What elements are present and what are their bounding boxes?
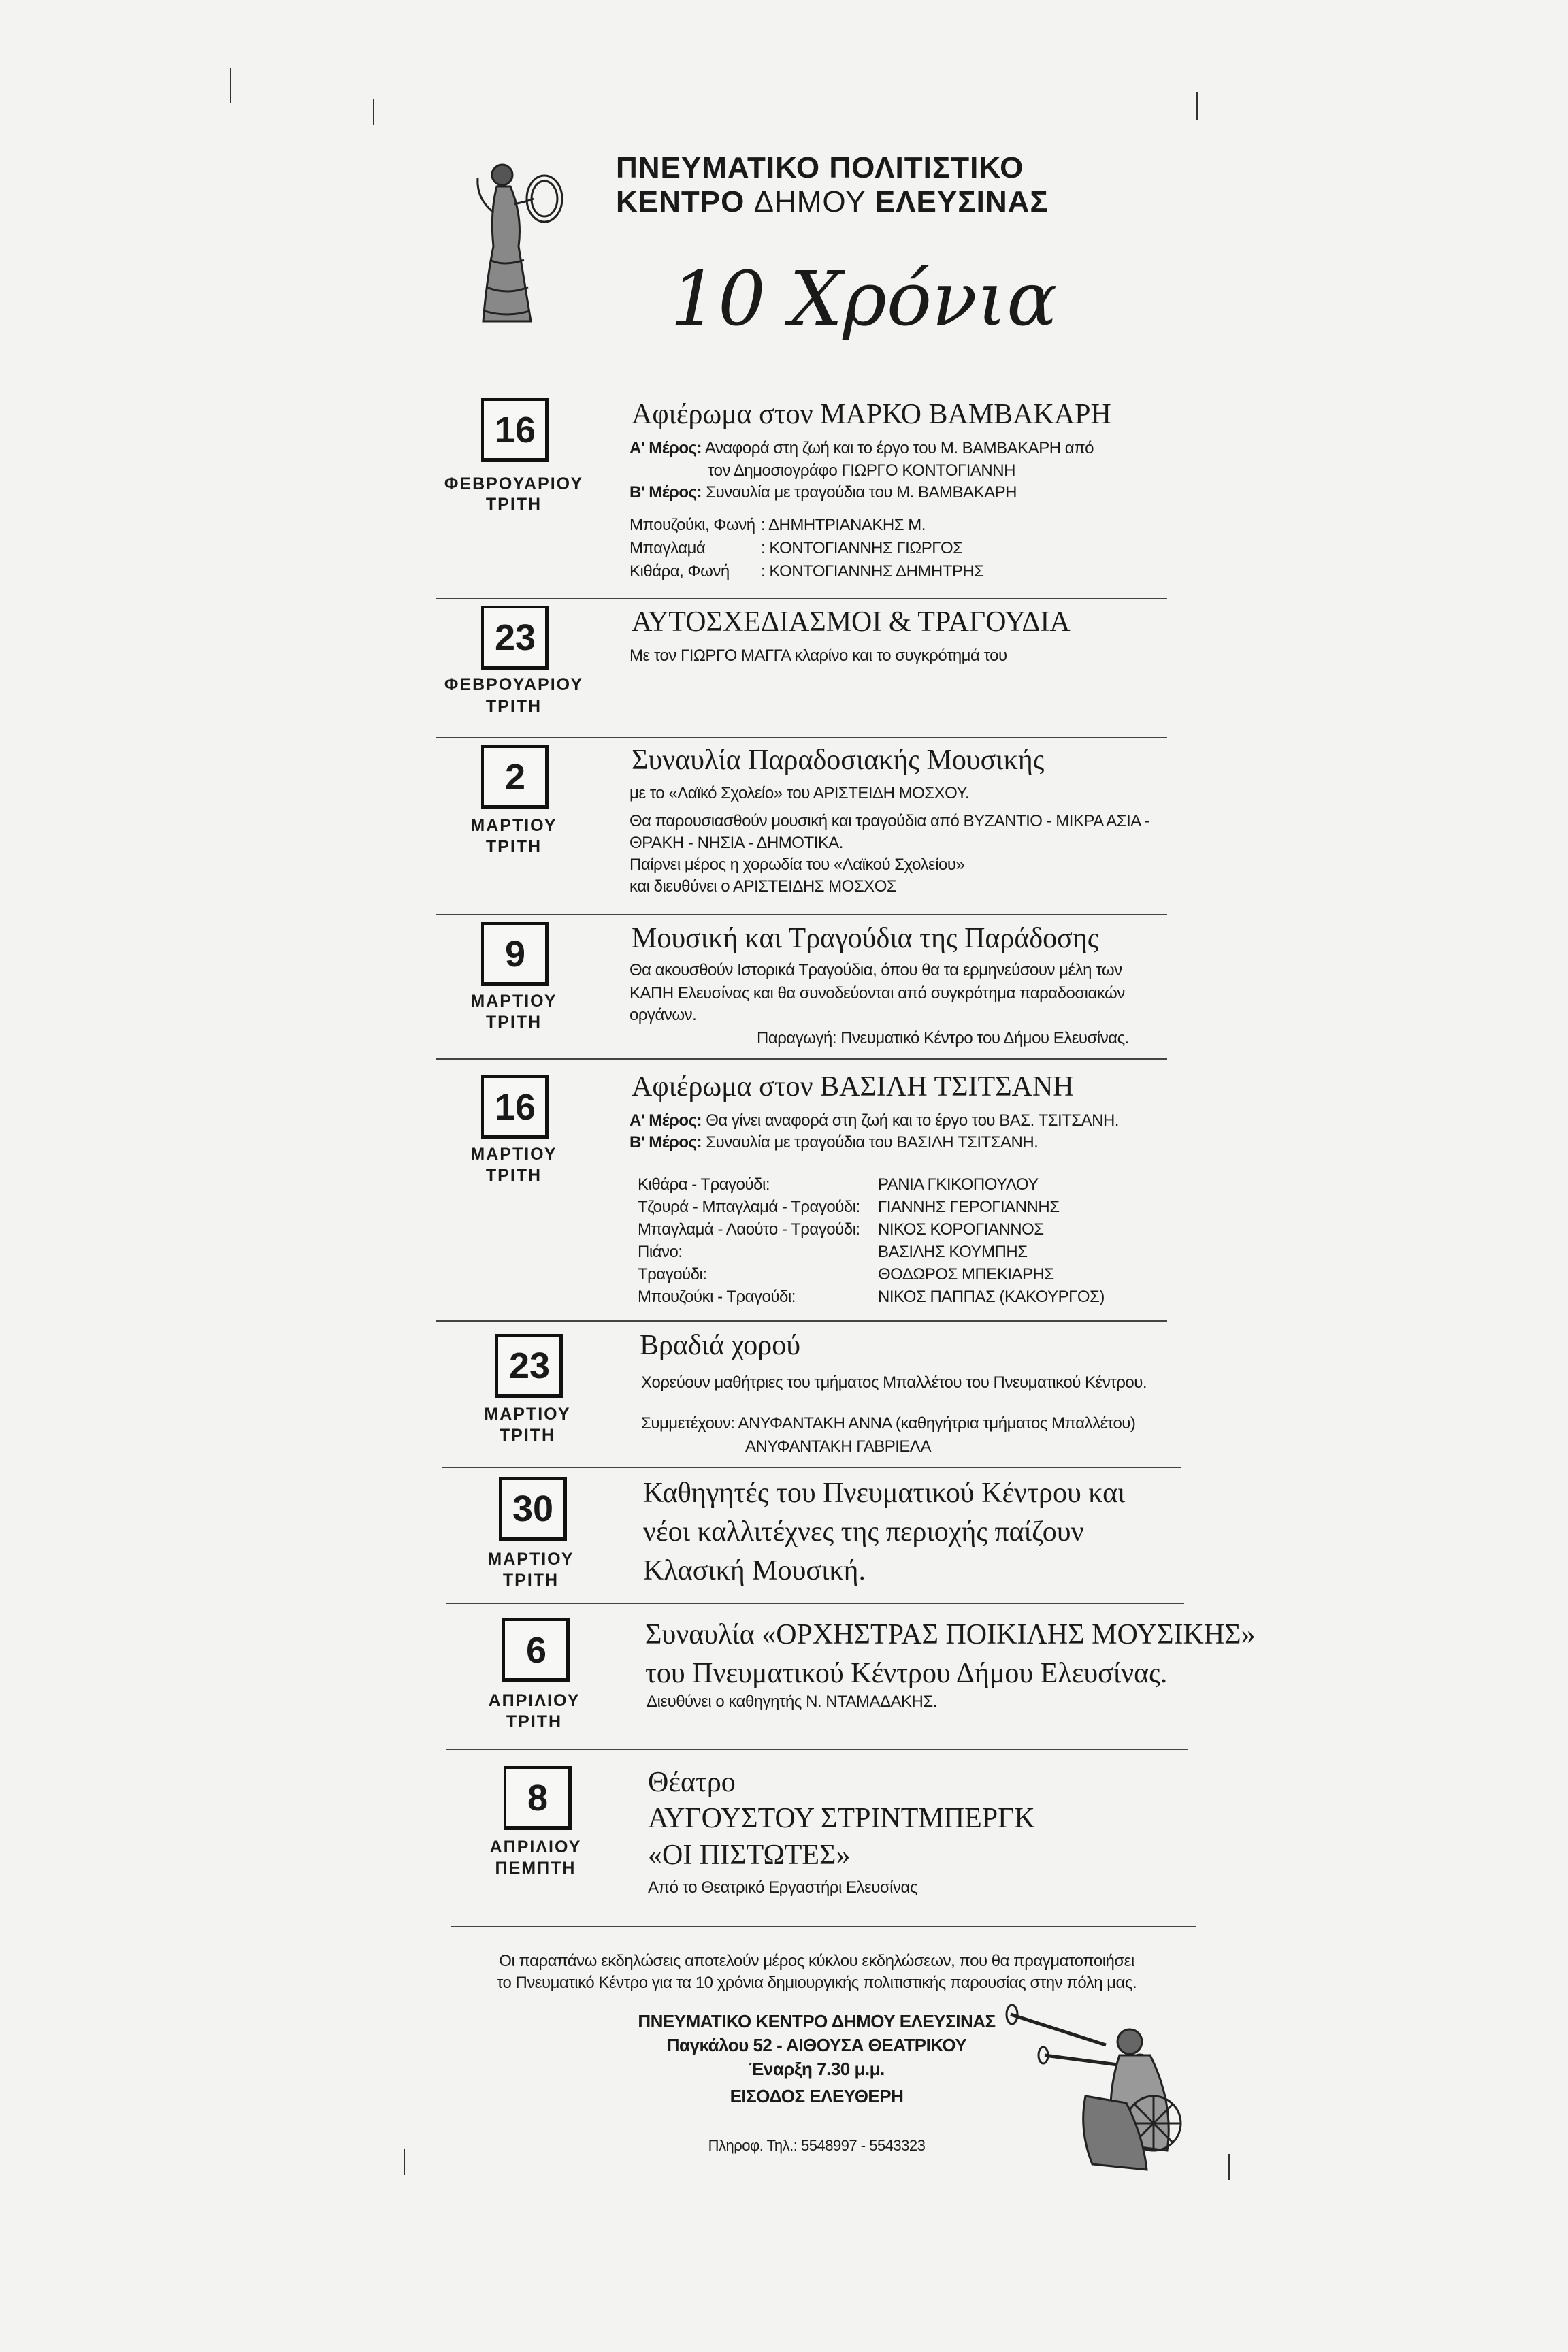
performer-name: : ΔΗΜΗΤΡΙΑΝΑΚΗΣ Μ. bbox=[761, 516, 926, 534]
event-month: ΜΑΡΤΙΟΥ bbox=[470, 992, 557, 1011]
event-detail: οργάνων. bbox=[630, 1006, 697, 1024]
date-box: 2 bbox=[481, 745, 549, 809]
event-weekday: ΤΡΙΤΗ bbox=[485, 837, 542, 856]
venue-name: ΠΝΕΥΜΑΤΙΚΟ ΚΕΝΤΡΟ ΔΗΜΟΥ ΕΛΕΥΣΙΝΑΣ bbox=[638, 2011, 996, 2031]
divider bbox=[436, 914, 1167, 915]
event-weekday: ΤΡΙΤΗ bbox=[485, 697, 542, 716]
event-month: ΑΠΡΙΛΙΟΥ bbox=[489, 1838, 582, 1857]
event-month: ΜΑΡΤΙΟΥ bbox=[470, 816, 557, 835]
footer-note: το Πνευματικό Κέντρο για τα 10 χρόνια δημιουργικής πολιτιστικής παρουσίας στην πόλη μας. bbox=[496, 1974, 1137, 1992]
event-detail: Β' Μέρος: Συναυλία με τραγούδια του Μ. ΒΑΜΒΑΚΑΡΗ bbox=[630, 483, 1017, 502]
performer-role: Μπαγλαμά - Λαούτο - Τραγούδι: bbox=[638, 1220, 860, 1239]
event-detail: Β' Μέρος: Συναυλία με τραγούδια του ΒΑΣΙΛΗ ΤΣΙΤΣΑΝΗ. bbox=[630, 1133, 1039, 1152]
performer-role: Κιθάρα - Τραγούδι: bbox=[638, 1175, 770, 1194]
register-mark bbox=[373, 99, 374, 125]
venue-address: Παγκάλου 52 - ΑΙΘΟΥΣΑ ΘΕΑΤΡΙΚΟΥ bbox=[666, 2035, 967, 2055]
event-month: ΦΕΒΡΟΥΑΡΙΟΥ bbox=[444, 474, 584, 493]
event-weekday: ΤΡΙΤΗ bbox=[485, 1013, 542, 1032]
event-title: Αφιέρωμα στον ΒΑΣΙΛΗ ΤΣΙΤΣΑΝΗ bbox=[632, 1071, 1074, 1102]
divider bbox=[451, 1926, 1196, 1927]
event-detail: Με τον ΓΙΩΡΓΟ ΜΑΓΓΑ κλαρίνο και το συγκρότημά του bbox=[630, 647, 1007, 665]
anniversary-heading: 10 Χρόνια bbox=[670, 255, 1058, 342]
event-detail: Θα παρουσιασθούν μουσική και τραγούδια από ΒΥΖΑΝΤΙΟ - ΜΙΚΡΑ ΑΣΙΑ - bbox=[630, 812, 1150, 830]
event-title: Καθηγητές του Πνευματικού Κέντρου και bbox=[643, 1477, 1126, 1509]
performer-name: ΒΑΣΙΛΗΣ ΚΟΥΜΠΗΣ bbox=[878, 1243, 1028, 1261]
dancer-emblem bbox=[463, 151, 572, 328]
trumpeters-emblem bbox=[1004, 1994, 1208, 2178]
event-month: ΦΕΒΡΟΥΑΡΙΟΥ bbox=[444, 675, 584, 694]
performer-name: ΓΙΑΝΝΗΣ ΓΕΡΟΓΙΑΝΝΗΣ bbox=[878, 1198, 1060, 1216]
title-line-1: ΠΝΕΥΜΑΤΙΚΟ ΠΟΛΙΤΙΣΤΙΚΟ bbox=[616, 151, 1024, 184]
event-title: Αφιέρωμα στον ΜΑΡΚΟ ΒΑΜΒΑΚΑΡΗ bbox=[632, 399, 1111, 430]
event-detail: τον Δημοσιογράφο ΓΙΩΡΓΟ ΚΟΝΤΟΓΙΑΝΝΗ bbox=[708, 461, 1015, 480]
date-box: 16 bbox=[481, 1075, 549, 1139]
date-box: 9 bbox=[481, 922, 549, 986]
event-title: Συναυλία Παραδοσιακής Μουσικής bbox=[632, 745, 1045, 776]
event-title: Κλασική Μουσική. bbox=[643, 1555, 866, 1586]
register-mark bbox=[230, 68, 231, 103]
footer-note: Οι παραπάνω εκδηλώσεις αποτελούν μέρος κύκλου εκδηλώσεων, που θα πραγματοποιήσει bbox=[499, 1952, 1134, 1970]
performer-role: Τραγούδι: bbox=[638, 1265, 707, 1284]
divider bbox=[442, 1467, 1181, 1468]
divider bbox=[436, 1320, 1167, 1322]
event-weekday: ΤΡΙΤΗ bbox=[485, 495, 542, 514]
event-weekday: ΤΡΙΤΗ bbox=[485, 1166, 542, 1185]
performer-role: Τζουρά - Μπαγλαμά - Τραγούδι: bbox=[638, 1198, 860, 1216]
register-mark bbox=[404, 2149, 405, 2175]
performer-name: ΡΑΝΙΑ ΓΚΙΚΟΠΟΥΛΟΥ bbox=[878, 1175, 1039, 1194]
divider bbox=[436, 737, 1167, 738]
event-weekday: ΤΡΙΤΗ bbox=[506, 1712, 563, 1731]
divider bbox=[436, 598, 1167, 599]
participants: Συμμετέχουν: ΑΝΥΦΑΝΤΑΚΗ ΑΝΝΑ (καθηγήτρια τμήματος Μπαλλέτου) bbox=[641, 1414, 1136, 1433]
performer-name: ΝΙΚΟΣ ΚΟΡΟΓΙΑΝΝΟΣ bbox=[878, 1220, 1044, 1239]
event-detail: με το «Λαϊκό Σχολείο» του ΑΡΙΣΤΕΙΔΗ ΜΟΣΧΟΥ. bbox=[630, 784, 970, 802]
performer-role: Μπουζούκι - Τραγούδι: bbox=[638, 1288, 796, 1306]
event-title: Μουσική και Τραγούδια της Παράδοσης bbox=[632, 923, 1099, 954]
performer-name: ΘΟΔΩΡΟΣ ΜΠΕΚΙΑΡΗΣ bbox=[878, 1265, 1054, 1284]
start-time: Έναρξη 7.30 μ.μ. bbox=[749, 2059, 885, 2079]
event-weekday: ΠΕΜΠΤΗ bbox=[495, 1859, 576, 1878]
event-detail: Διευθύνει ο καθηγητής Ν. ΝΤΑΜΑΔΑΚΗΣ. bbox=[647, 1693, 937, 1711]
title-line-2: ΚΕΝΤΡΟ ΔΗΜΟΥ ΕΛΕΥΣΙΝΑΣ bbox=[616, 185, 1049, 218]
event-month: ΜΑΡΤΙΟΥ bbox=[484, 1405, 571, 1424]
event-detail: ΚΑΠΗ Ελευσίνας και θα συνοδεύονται από συγκρότημα παραδοσιακών bbox=[630, 984, 1125, 1002]
event-month: ΜΑΡΤΙΟΥ bbox=[470, 1145, 557, 1164]
divider bbox=[446, 1749, 1188, 1750]
event-detail: Χορεύουν μαθήτριες του τμήματος Μπαλλέτου του Πνευματικού Κέντρου. bbox=[641, 1373, 1147, 1392]
date-box: 23 bbox=[481, 606, 549, 670]
performer-role: Πιάνο: bbox=[638, 1243, 683, 1261]
performer-name: : ΚΟΝΤΟΓΙΑΝΝΗΣ ΓΙΩΡΓΟΣ bbox=[761, 539, 963, 557]
divider bbox=[446, 1603, 1184, 1604]
event-weekday: ΤΡΙΤΗ bbox=[499, 1426, 556, 1445]
event-month: ΜΑΡΤΙΟΥ bbox=[487, 1550, 574, 1569]
register-mark bbox=[1228, 2154, 1230, 2180]
performer-role: Μπαγλαμά bbox=[630, 539, 706, 557]
event-title: «ΟΙ ΠΙΣΤΩΤΕΣ» bbox=[648, 1840, 851, 1871]
event-title: ΑΥΓΟΥΣΤΟΥ ΣΤΡΙΝΤΜΠΕΡΓΚ bbox=[648, 1803, 1035, 1834]
date-box: 30 bbox=[499, 1477, 567, 1541]
event-detail: Α' Μέρος: Θα γίνει αναφορά στη ζωή και το έργο του ΒΑΣ. ΤΣΙΤΣΑΝΗ. bbox=[630, 1111, 1119, 1130]
event-title: ΑΥΤΟΣΧΕΔΙΑΣΜΟΙ & ΤΡΑΓΟΥΔΙΑ bbox=[632, 606, 1071, 638]
performer-role: Κιθάρα, Φωνή bbox=[630, 562, 730, 581]
event-title: Θέατρο bbox=[648, 1767, 736, 1798]
date-box: 6 bbox=[502, 1618, 570, 1682]
performer-name: ΝΙΚΟΣ ΠΑΠΠΑΣ (ΚΑΚΟΥΡΓΟΣ) bbox=[878, 1288, 1105, 1306]
event-detail: Θα ακουσθούν Ιστορικά Τραγούδια, όπου θα τα ερμηνεύσουν μέλη των bbox=[630, 961, 1122, 979]
event-detail: Παίρνει μέρος η χορωδία του «Λαϊκού Σχολείου» bbox=[630, 855, 965, 874]
event-title: του Πνευματικού Κέντρου Δήμου Ελευσίνας. bbox=[645, 1658, 1168, 1689]
event-detail: ΘΡΑΚΗ - ΝΗΣΙΑ - ΔΗΜΟΤΙΚΑ. bbox=[630, 834, 843, 852]
register-mark bbox=[1196, 92, 1198, 120]
event-title: Συναυλία «ΟΡΧΗΣΤΡΑΣ ΠΟΙΚΙΛΗΣ ΜΟΥΣΙΚΗΣ» bbox=[645, 1619, 1256, 1650]
performer-name: : ΚΟΝΤΟΓΙΑΝΝΗΣ ΔΗΜΗΤΡΗΣ bbox=[761, 562, 984, 581]
event-detail: και διευθύνει ο ΑΡΙΣΤΕΙΔΗΣ ΜΟΣΧΟΣ bbox=[630, 877, 897, 896]
free-entry: ΕΙΣΟΔΟΣ ΕΛΕΥΘΕΡΗ bbox=[730, 2086, 904, 2106]
production-credit: Παραγωγή: Πνευματικό Κέντρο του Δήμου Ελευσίνας. bbox=[757, 1029, 1129, 1047]
event-title: Βραδιά χορού bbox=[640, 1330, 801, 1361]
date-box: 23 bbox=[495, 1334, 564, 1398]
event-weekday: ΤΡΙΤΗ bbox=[502, 1571, 559, 1590]
date-box: 8 bbox=[504, 1766, 572, 1830]
performer-role: Μπουζούκι, Φωνή bbox=[630, 516, 755, 534]
divider bbox=[436, 1058, 1167, 1060]
participants: ΑΝΥΦΑΝΤΑΚΗ ΓΑΒΡΙΕΛΑ bbox=[745, 1437, 931, 1456]
event-detail: Α' Μέρος: Αναφορά στη ζωή και το έργο του Μ. ΒΑΜΒΑΚΑΡΗ από bbox=[630, 439, 1094, 457]
organizer-title bbox=[616, 151, 1049, 219]
event-title: νέοι καλλιτέχνες της περιοχής παίζουν bbox=[643, 1516, 1084, 1548]
contact-phone: Πληροφ. Τηλ.: 5548997 - 5543323 bbox=[708, 2137, 926, 2154]
event-detail: Από το Θεατρικό Εργαστήρι Ελευσίνας bbox=[648, 1878, 917, 1897]
date-box: 16 bbox=[481, 398, 549, 462]
event-month: ΑΠΡΙΛΙΟΥ bbox=[488, 1691, 581, 1710]
